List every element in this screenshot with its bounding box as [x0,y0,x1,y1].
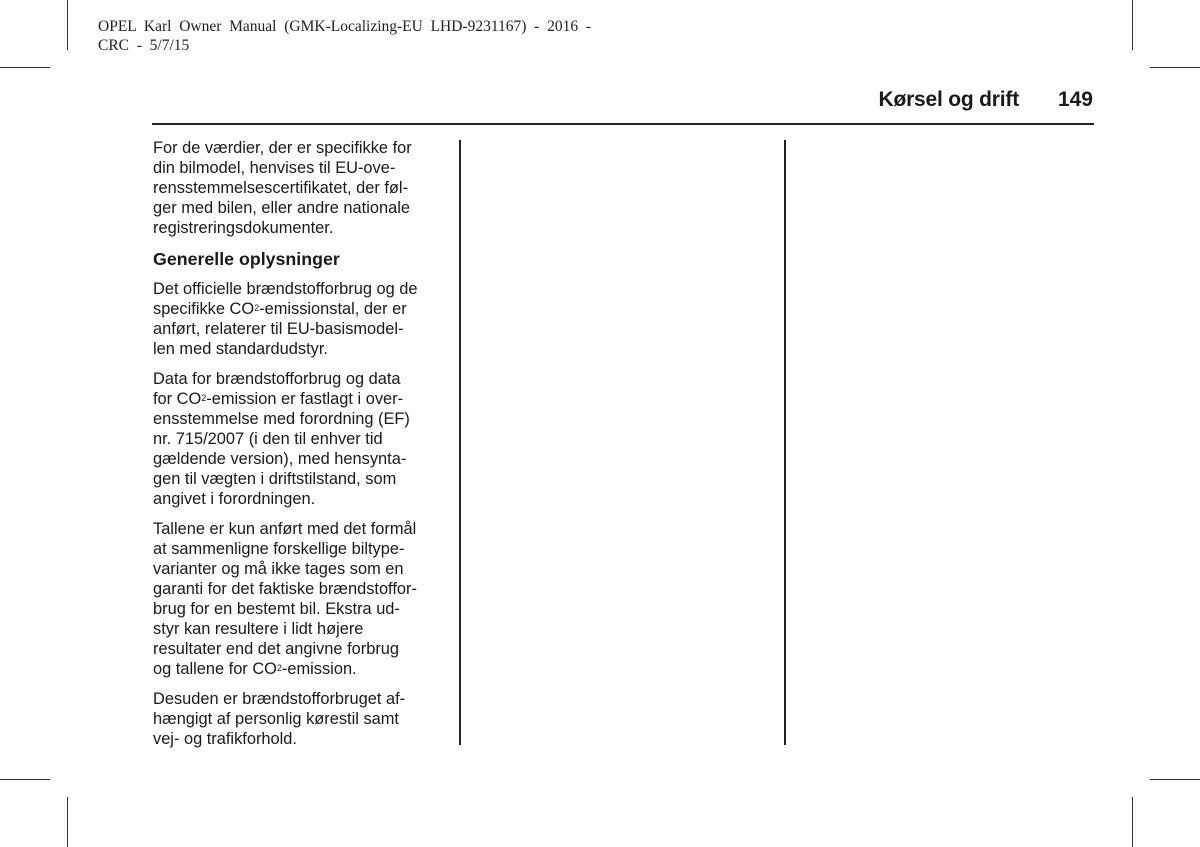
section-title: Kørsel og drift [878,88,1019,111]
metadata-line: CRC - 5/7/15 [98,37,190,54]
paragraph-text: -emissionstal, der er anført, relaterer til EU-basismodel- len med standardudstyr. [153,300,407,358]
crop-mark [0,779,50,780]
subscript-marker: 2 [254,303,260,313]
column-divider [784,140,786,745]
paragraph-text: Tallene er kun anført med det formål at sammenligne forskellige biltype- varianter og må ikke tages som en garanti for det faktiske brændstoffor- brug for en bestemt bil. Ekstra ud- styr kan resultere i lidt højere resultater end det angivne forbrug og tallene for CO [153,520,417,678]
page-number: 149 [1057,88,1093,111]
paragraph-text: Det officielle brændstofforbrug og de specifikke CO [153,280,418,318]
text-column [153,138,451,759]
paragraph-text: -emission. [281,660,357,678]
crop-mark [1150,67,1200,68]
crop-mark [1150,779,1200,780]
crop-mark [1132,0,1133,50]
paragraph-text: Data for brændstofforbrug og data for CO [153,370,401,408]
section-heading: Generelle oplysninger [153,249,340,269]
crop-mark [1132,797,1133,847]
column-divider [459,140,461,745]
paragraph: Desuden er brændstofforbruget af- hængigt af personlig kørestil samt vej- og trafikforhold. [153,690,406,748]
subscript-marker: 2 [201,393,207,403]
crop-mark [67,0,68,50]
subscript-marker: 2 [276,663,282,673]
metadata-line: OPEL Karl Owner Manual (GMK-Localizing-EU LHD-9231167) - 2016 - [98,18,592,35]
crop-mark [67,797,68,847]
intro-paragraph: For de værdier, der er specifikke for din bilmodel, henvises til EU-ove- rensstemmelsescertifikatet, der føl- ger med bilen, eller andre nationale registreringsdokumenter. [153,139,412,237]
document-metadata [98,17,591,55]
paragraph [153,519,451,679]
paragraph-text: -emission er fastlagt i over- ensstemmelse med forordning (EF) nr. 715/2007 (i den til enhver tid gældende version), med hensynta- gen til vægten i driftstilstand, som angivet i forordningen. [153,390,410,508]
paragraph [153,369,451,509]
crop-mark [0,67,50,68]
header-rule [152,123,1094,125]
paragraph [153,279,451,359]
